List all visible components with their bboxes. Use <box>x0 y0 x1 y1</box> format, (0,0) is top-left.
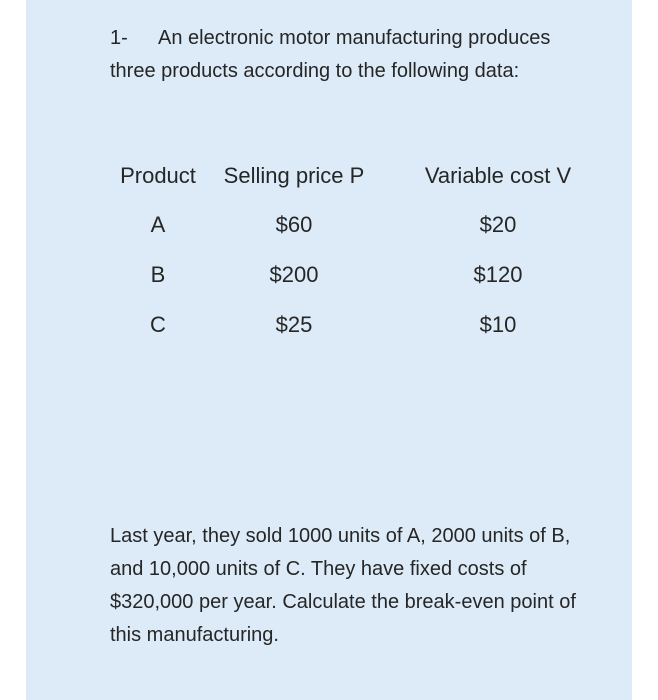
problem-paragraph <box>110 520 610 652</box>
table-header-row <box>110 152 614 200</box>
question-number: 1- <box>110 27 128 49</box>
header-selling-price: Selling price P <box>223 163 365 188</box>
table-row <box>110 300 614 350</box>
cell-variable-cost: $120 <box>473 262 523 287</box>
paragraph-line-2: and 10,000 units of C. They have fixed costs of <box>110 558 527 580</box>
question-card <box>26 0 632 700</box>
paragraph-line-1: Last year, they sold 1000 units of A, 2000 units of B, <box>110 525 571 547</box>
product-data-table <box>110 152 614 350</box>
cell-variable-cost: $10 <box>479 312 517 337</box>
question-text <box>110 22 610 88</box>
paragraph-line-3: $320,000 per year. Calculate the break-even point of <box>110 591 576 613</box>
cell-product: C <box>150 312 166 337</box>
header-product: Product <box>120 163 196 188</box>
question-intro-1: An electronic motor manufacturing produces <box>158 27 551 49</box>
cell-product: A <box>150 212 166 237</box>
question-line-1 <box>110 22 610 55</box>
cell-product: B <box>150 262 166 287</box>
cell-selling-price: $200 <box>269 262 319 287</box>
paragraph-line-4: this manufacturing. <box>110 624 279 646</box>
header-variable-cost: Variable cost V <box>424 163 572 188</box>
question-line-2: three products according to the following data: <box>110 60 520 82</box>
table-row <box>110 200 614 250</box>
cell-selling-price: $60 <box>275 212 313 237</box>
table-row <box>110 250 614 300</box>
cell-selling-price: $25 <box>275 312 313 337</box>
cell-variable-cost: $20 <box>479 212 517 237</box>
